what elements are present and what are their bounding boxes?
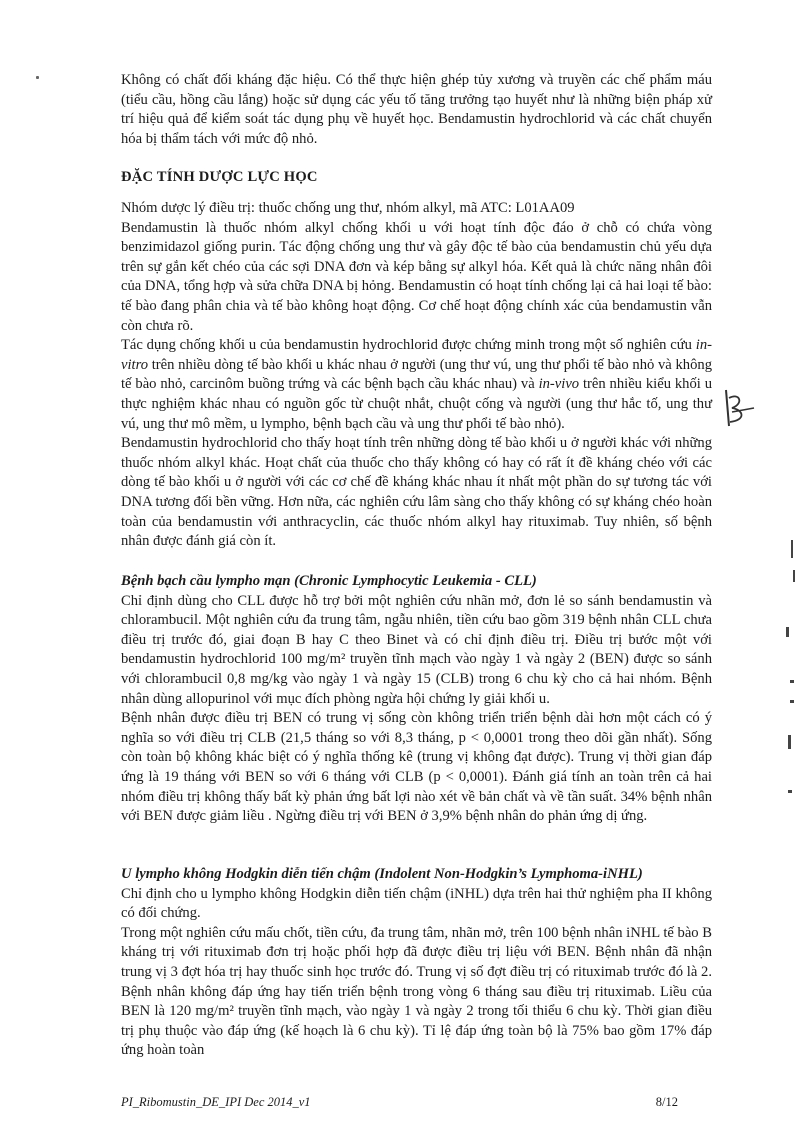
inhl-paragraph-1: Chỉ định cho u lympho không Hodgkin diễn tiến chậm (iNHL) dựa trên hai thử nghiệm pha II không có đối chứng. (121, 885, 712, 922)
in-vitro-term: in-vitro (121, 337, 712, 373)
pd-p3-part-a: Tác dụng chống khối u của bendamustin hydrochlorid được chứng minh trong một số nghiên cứu (121, 337, 696, 354)
scan-edge-mark (788, 790, 792, 793)
inhl-section (121, 865, 712, 1061)
pd-paragraph-1: Nhóm dược lý điều trị: thuốc chống ung thư, nhóm alkyl, mã ATC: L01AA09 (121, 200, 575, 216)
scan-speck (36, 76, 39, 79)
scan-edge-mark (788, 735, 791, 749)
scan-edge-mark (790, 700, 794, 703)
pd-p3-part-c: trên nhiều kiểu khối u thực nghiệm khác nhau có nguồn gốc từ chuột nhắt, chuột cống và người (ung thư hắc tố, ung thư vú, ung thư mô mềm, u lympho, bệnh bạch cầu và ung thư phổi tế bào nhỏ). (121, 376, 712, 432)
handwritten-margin-mark (720, 384, 760, 434)
cll-paragraph-1: Chỉ định dùng cho CLL được hỗ trợ bởi một nghiên cứu nhãn mở, đơn lẻ so sánh bendamustin và chlorambucil. Một nghiên cứu đa trung tâm, ngẫu nhiên, tiền cứu bao gồm 319 bệnh nhân CLL chưa điều trị trước đó, giai đoạn B hay C theo Binet và có chỉ định điều trị. Điều trị bước một với bendamustin hydrochlorid 100 mg/m² truyền tĩnh mạch vào ngày 1 và ngày 2 (BEN) được so sánh với chlorambucil 0,8 mg/kg vào ngày 1 và ngày 15 (CLB) trong 6 chu kỳ cho cả hai nhóm. Bệnh nhân dùng allopurinol với mục đích phòng ngừa hội chứng ly giải khối u. (121, 592, 712, 707)
footer-page-number: 8/12 (655, 1095, 678, 1109)
pd-p3-part-b: trên nhiều dòng tế bào khối u khác nhau ở người (ung thư vú, ung thư phổi tế bào nhỏ và không tế bào nhỏ, carcinôm buồng trứng và các bệnh bạch cầu khác nhau) và (121, 356, 712, 393)
scan-edge-mark (790, 680, 794, 683)
cll-paragraph-2: Bệnh nhân được điều trị BEN có trung vị sống còn không triển triển bệnh dài hơn một cách có ý nghĩa so với điều trị CLB (21,5 tháng so với 8,3 tháng, p < 0,0001 trong theo dõi gần nhất). Sống còn toàn bộ không khác biệt có ý nghĩa thống kê (trung vị không đạt được). Trung vị thời gian đáp ứng là 19 tháng với BEN so với 6 tháng với CLB (p < 0,0001). Đánh giá tính an toàn trên cả hai nhóm điều trị không thấy bất kỳ phản ứng bất lợi nào xét về bản chất và về tần suất. 34% bệnh nhân với BEN được giảm liều . Ngừng điều trị với BEN ở 3,9% bệnh nhân do phản ứng dị ứng. (121, 710, 712, 825)
pd-paragraph-3 (121, 336, 712, 434)
inhl-paragraph-2: Trong một nghiên cứu mấu chốt, tiền cứu, đa trung tâm, nhãn mở, trên 100 bệnh nhân iNHL tế bào B kháng trị với rituximab đơn trị hoặc phối hợp đã được điều trị liệu với BEN. Bệnh nhân đã nhận trung vị 3 đợt hóa trị hay thuốc sinh học trước đó. Trung vị số đợt điều trị có rituximab trước đó là 2. Bệnh nhân không đáp ứng hay tiến triển bệnh trong vòng 6 tháng sau điều trị rituximab. Liều của BEN là 120 mg/m² truyền tĩnh mạch, vào ngày 1 và ngày 2 trong tối thiểu 6 chu kỳ. Thời gian điều trị phụ thuộc vào đáp ứng (kế hoạch là 6 chu kỳ). Tỉ lệ đáp ứng toàn bộ là 75% bao gồm 17% đáp ứng hoàn toàn (121, 924, 712, 1059)
scan-edge-mark (786, 627, 789, 637)
intro-paragraph: Không có chất đối kháng đặc hiệu. Có thể thực hiện ghép tủy xương và truyền các chế phẩm máu (tiểu cầu, hồng cầu lắng) hoặc sử dụng các yếu tố tăng trưởng tạo huyết như là những biện pháp xử trí hiệu quả để kiểm soát tác dụng phụ về huyết học. Bendamustin hydrochlorid và các chất chuyển hóa bị thẩm tách với mức độ nhỏ. (121, 72, 712, 147)
inhl-heading: U lympho không Hodgkin diễn tiến chậm (Indolent Non-Hodgkin’s Lymphoma-iNHL) (121, 866, 643, 882)
pd-paragraph-4: Bendamustin hydrochlorid cho thấy hoạt tính trên những dòng tế bào khối u ở người khác với những thuốc nhóm alkyl khác. Hoạt chất của thuốc cho thấy không có hay có rất ít đề kháng chéo với các dòng tế bào khối u ở người với các cơ chế đề kháng khác nhau ít nhất một phần do sự tương tác với DNA tương đối bền vững. Hơn nữa, các nghiên cứu lâm sàng cho thấy không có sự kháng chéo hoàn toàn của bendamustin với anthracyclin, các thuốc nhóm alkyl hay rituximab. Tuy nhiên, số bệnh nhân được đánh giá còn ít. (121, 435, 712, 550)
scan-edge-mark (791, 540, 793, 558)
document-page (121, 0, 712, 1125)
footer-document-id: PI_Ribomustin_DE_IPI Dec 2014_v1 (121, 1095, 311, 1109)
pharmacodynamics-section (121, 199, 712, 552)
scan-edge-mark (793, 570, 795, 582)
section-heading: ĐẶC TÍNH DƯỢC LỰC HỌC (121, 169, 318, 185)
cll-section (121, 572, 712, 827)
cll-heading: Bệnh bạch cầu lympho mạn (Chronic Lymphocytic Leukemia - CLL) (121, 573, 537, 589)
in-vivo-term: in-vivo (538, 376, 580, 393)
pd-paragraph-2: Bendamustin là thuốc nhóm alkyl chống khối u với hoạt tính độc đáo ở chỗ có chứa vòng benzimidazol giống purin. Tác động chống ung thư và gây độc tế bào của bendamustin chủ yếu dựa trên sự gắn kết chéo của các sợi DNA đơn và kép bằng sự alkyl hóa. Kết quả là chức năng nhân đôi của DNA, tổng hợp và sửa chữa DNA bị hỏng. Bendamustin có hoạt tính chống lại cả hai loại tế bào: tế bào đang phân chia và tế bào không hoạt động. Cơ chế hoạt động chính xác của bendamustin vẫn còn chưa rõ. (121, 219, 712, 334)
